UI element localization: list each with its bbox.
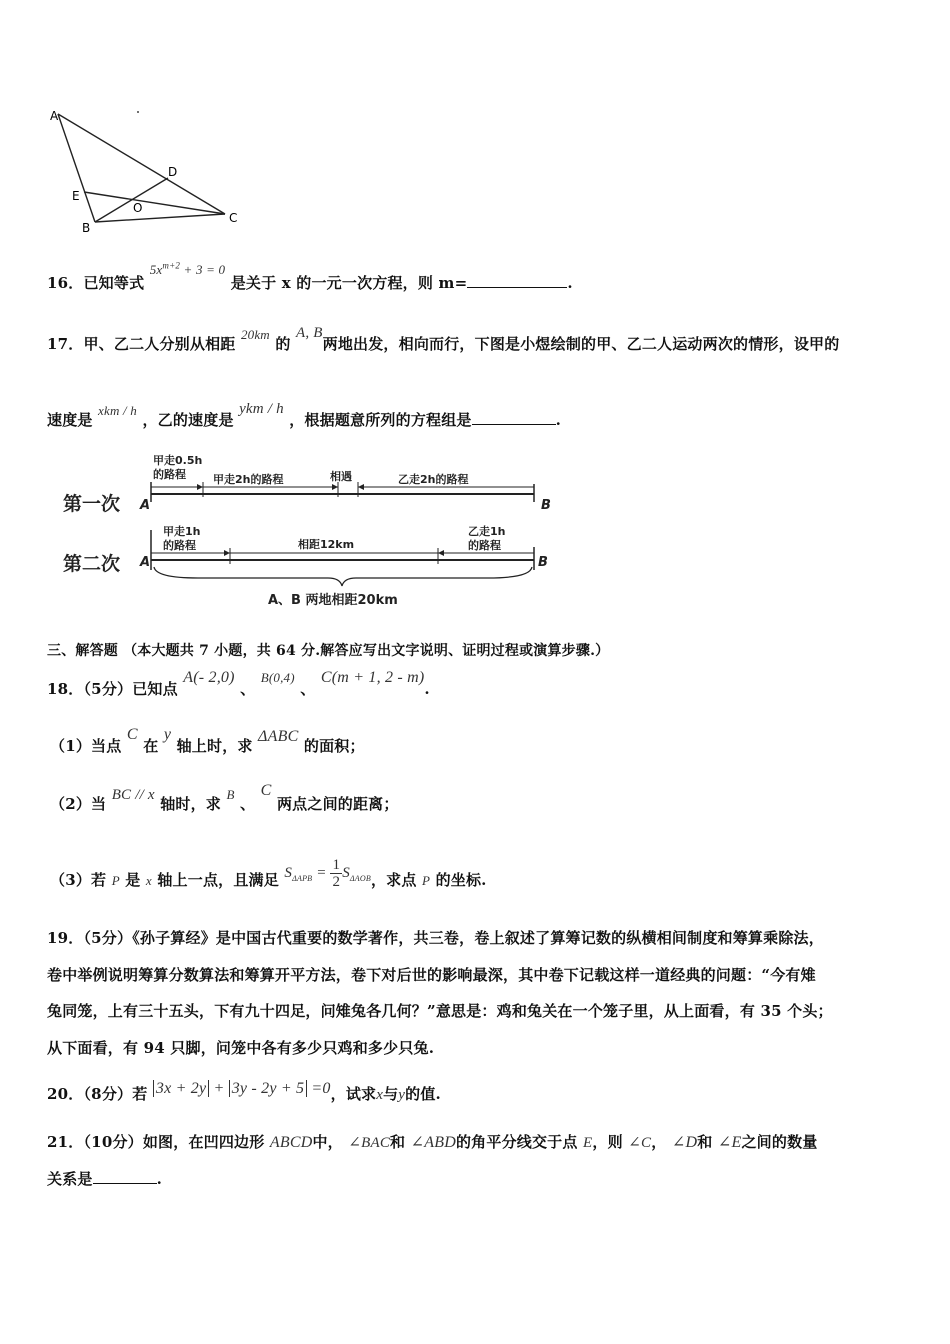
section-3-title: 三、解答题 [47,643,118,659]
r1-seg3: 相遇 [330,470,352,483]
question-17: 17．甲、乙二人分别从相距 20km 的 A, B两地出发，相向而行，下图是小煜绘制的甲、乙二人运动两次的情形，设甲的 [47,325,840,353]
question-19-line3: 兔同笼，上有三十五头，下有九十四足，问雉兔各几何？”意思是：鸡和兔关在一个笼子里，从上面看，有 35 个头； [47,1002,833,1020]
q16-answer-blank[interactable] [467,287,567,288]
r2-seg1-line1: 甲走1h [163,525,201,538]
total-brace [154,567,532,586]
section-3-heading [47,640,609,660]
r2-seg3-line2: 的路程 [468,539,501,552]
question-19-line2: 卷中举例说明筹算分数算法和筹算开平方法，卷下对后世的影响最深，其中卷下记载这样一道经典的问题：“今有雉 [47,966,816,984]
q16-text: 已知等式 [83,274,145,292]
q17-points: A, B [295,325,323,341]
q17-distance: 20km [240,327,270,342]
label-d: D [168,165,178,179]
q18-point-c: C(m + 1, 2 - m) [320,669,425,686]
segment-ce [84,192,225,214]
q18-part-3: （3）若 P 是 x 轴上一点，且满足 $S_{\Delta APB}$ = $\frac{1}{2}$ $S_{\Delta AOB}$，求点 P 的坐标. [50,857,487,890]
speck [137,111,139,113]
r1-seg1-line2: 的路程 [153,468,186,481]
distance-diagram [58,452,578,617]
q18-area-equation: $S_{\Delta APB}$ = $\frac{1}{2}$ $S_{\Delta AOB}$ [284,857,371,890]
edge-bc [95,214,225,222]
q17-y-speed: ykm / h [239,401,284,417]
total-distance-label: A、B 两地相距20km [268,593,398,608]
label-a: A [50,109,59,123]
q21-answer-blank[interactable] [93,1183,157,1184]
question-19-line1: 19．（5分）《孙子算经》是中国古代重要的数学著作，共三卷，卷上叙述了算筹记数的纵横相间制度和筹算乘除法， [47,929,824,947]
triangle-figure [40,100,250,240]
r2-seg3-line1: 乙走1h [468,525,506,538]
section-3-note: （本大题共 7 小题，共 64 分.解答应写出文字说明、证明过程或演算步骤.） [123,643,610,659]
q18-point-b: B(0,4) [260,670,295,685]
r1-seg1-line1: 甲走0.5h [153,454,203,467]
row1-point-b: B [541,498,551,513]
r2-seg2: 相距12km [298,538,355,551]
q17-x-speed: xkm / h [98,403,137,418]
q18-part-2: （2）当 BC // x 轴时，求 B 、 C 两点之间的距离； [50,782,399,813]
q16-number: 16． [47,274,84,292]
q20-equation: 3x + 2y + 3y - 2y + 5 =0 [153,1080,331,1097]
label-o: O [133,201,143,215]
question-17-line2: 速度是 xkm / h ，乙的速度是 ykm / h ，根据题意所列的方程组是 . [47,401,562,429]
question-21-line2: 关系是 . [47,1170,163,1188]
q17-answer-blank[interactable] [472,424,556,425]
r1-seg2: 甲走2h的路程 [213,473,284,486]
q18-point-a: A(- 2,0) [183,669,235,686]
row1-label: 第一次 [63,493,121,515]
q16-equation: $5x^{m+2} + 3 = 0$ [149,260,226,277]
row2-label: 第二次 [63,553,121,575]
edge-ab [58,114,95,222]
edge-ac [58,114,225,214]
r1-seg4: 乙走2h的路程 [398,473,469,486]
r2-seg1-line2: 的路程 [163,539,196,552]
question-19-line4: 从下面看，有 94 只脚，问笼中各有多少只鸡和多少只兔. [47,1039,435,1057]
question-21: 21．（10分）如图，在凹四边形 ABCD中， ∠BAC和 ∠ABD的角平分线交于点 E，则 ∠C， ∠D和 ∠E之间的数量 [47,1133,818,1151]
row1-point-a: A [140,498,151,513]
row2-point-b: B [538,555,548,570]
question-20: 20．（8分）若 3x + 2y + 3y - 2y + 5 =0，试求x与y的值. [47,1080,441,1103]
row2-point-a: A [140,555,151,570]
q18-part-1: （1）当点 C 在 y 轴上时，求 ΔABC 的面积； [50,726,365,755]
label-b: B [82,221,91,235]
label-e: E [72,189,80,203]
label-c: C [229,211,238,225]
question-16: 16．已知等式 $5x^{m+2} + 3 = 0$ 是关于 x 的一元一次方程，则 m= . [47,260,573,292]
q16-text-b: 是关于 x 的一元一次方程，则 m= [230,274,468,292]
question-18: 18．（5分）已知点 A(- 2,0) 、 B(0,4) 、 C(m + 1, 2 - m). [47,669,430,698]
